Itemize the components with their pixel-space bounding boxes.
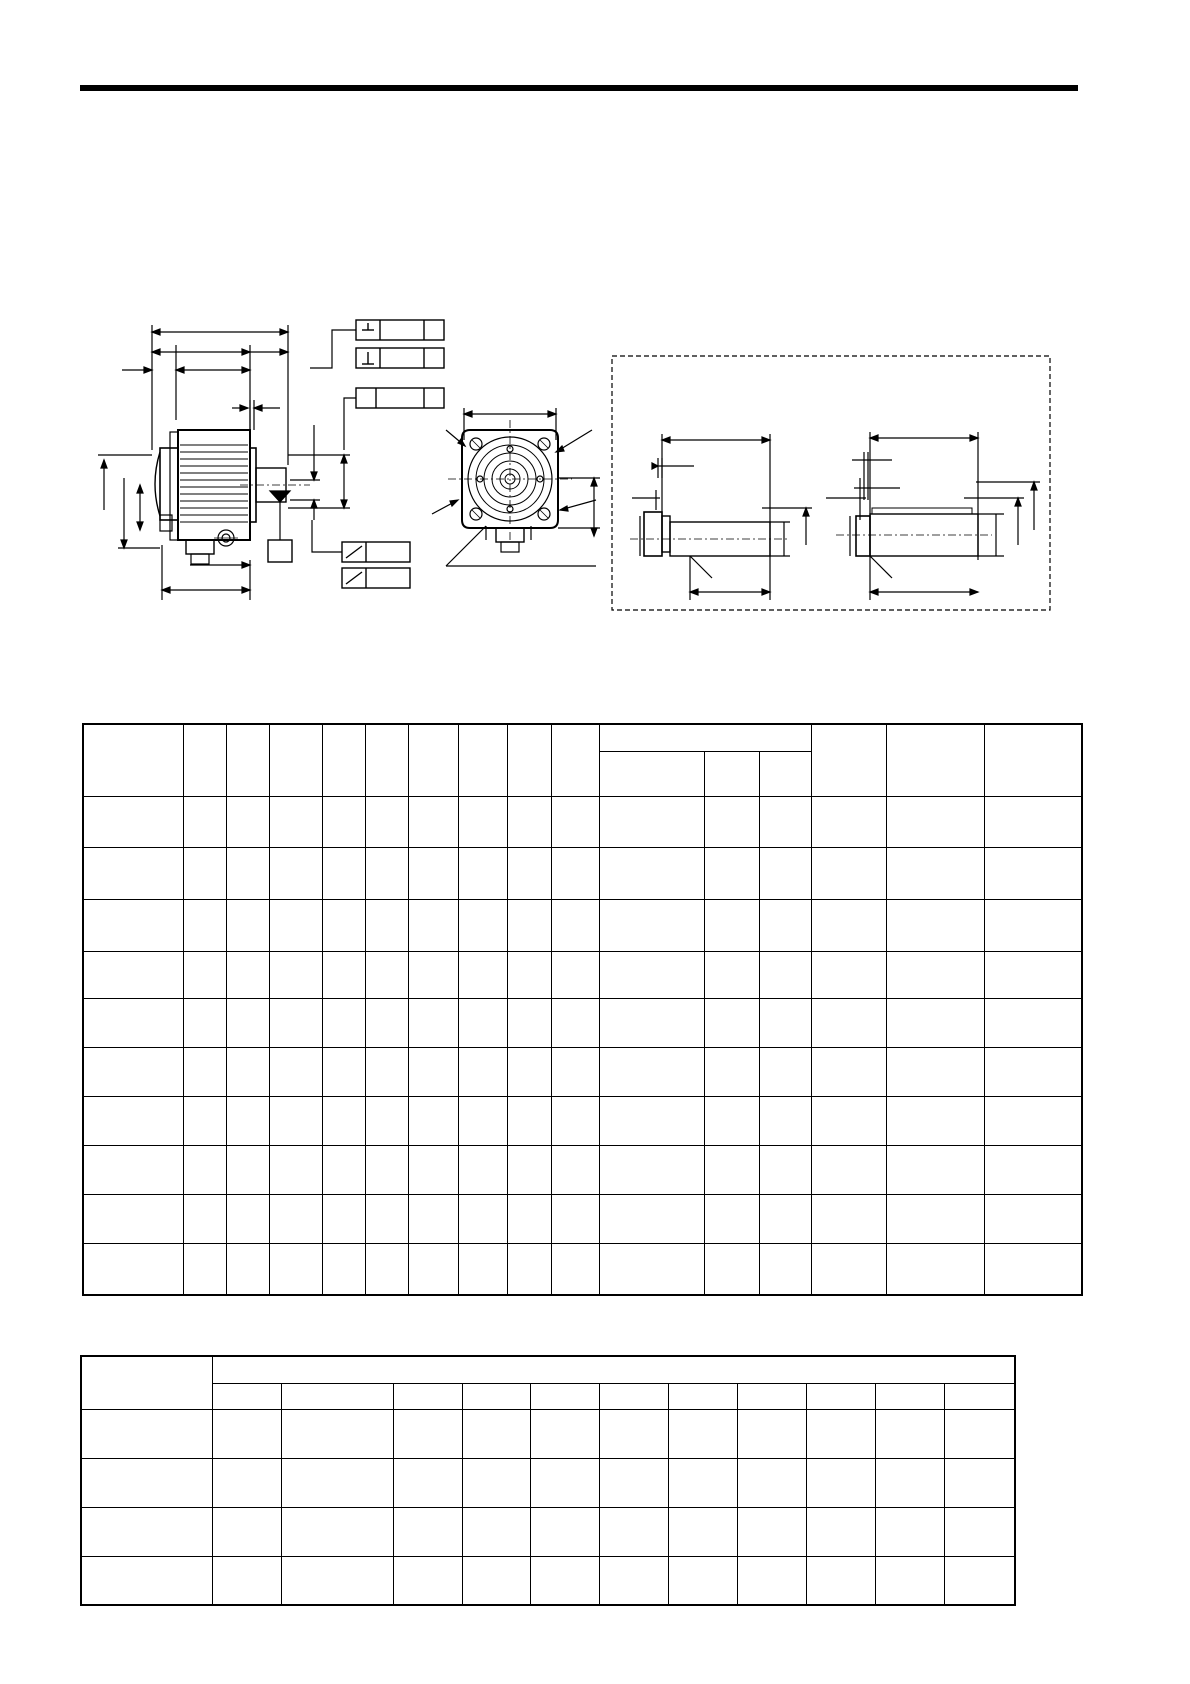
table-row (83, 1243, 1082, 1295)
table-row (81, 1556, 1015, 1605)
table-row (81, 1507, 1015, 1556)
table-row (81, 1409, 1015, 1458)
table-header-row (81, 1356, 1015, 1383)
table-row (83, 899, 1082, 951)
table-row (83, 1194, 1082, 1243)
motor-side-view (98, 320, 444, 600)
dimension-table-1 (82, 723, 1083, 1296)
shaft-detail-box (612, 356, 1050, 610)
shaft-detail-straight (630, 434, 812, 600)
table-row (83, 998, 1082, 1047)
table-row (83, 951, 1082, 998)
table-row (83, 1047, 1082, 1096)
dimension-drawing (0, 0, 1190, 640)
motor-flange-view (432, 408, 600, 566)
table-header-row (83, 724, 1082, 751)
table-subheader-row (81, 1383, 1015, 1409)
table-row (83, 1096, 1082, 1145)
table-row (83, 1145, 1082, 1194)
table-row (83, 847, 1082, 899)
shaft-detail-keyed (826, 432, 1040, 600)
table-row (83, 796, 1082, 847)
table-row (81, 1458, 1015, 1507)
dimension-table-2 (80, 1355, 1016, 1606)
